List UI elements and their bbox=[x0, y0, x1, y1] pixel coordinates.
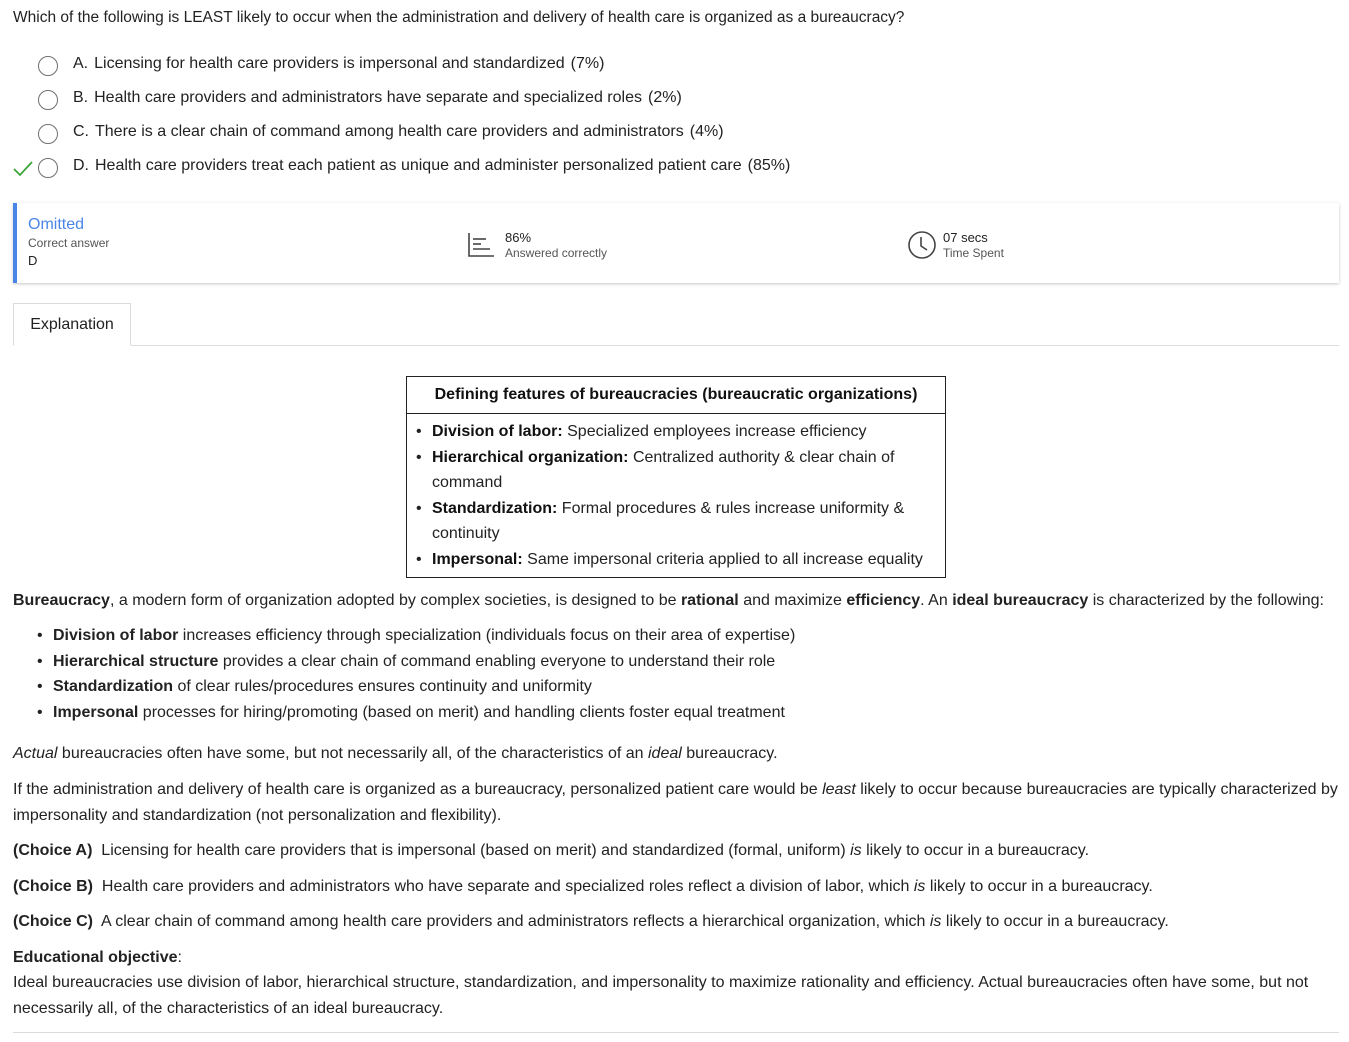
list-item: • Division of labor increases efficiency through specialization (individuals focus on their area of expertise) bbox=[53, 623, 795, 649]
correct-answer-label: Correct answer bbox=[28, 236, 110, 250]
radio-button[interactable] bbox=[38, 90, 58, 110]
educational-objective-heading: Educational objective: bbox=[13, 949, 182, 966]
features-table bbox=[406, 376, 946, 578]
tab-explanation[interactable]: Explanation bbox=[13, 303, 131, 346]
time-spent-value: 07 secs bbox=[943, 230, 988, 245]
choice-text: A. Licensing for health care providers is impersonal and standardized (7%) bbox=[73, 55, 605, 72]
list-item: • Standardization: Formal procedures & rules increase uniformity & continuity bbox=[432, 496, 925, 547]
answer-choices bbox=[0, 50, 900, 186]
choice-b[interactable] bbox=[0, 84, 900, 118]
percent-correct-value: 86% bbox=[505, 230, 532, 245]
radio-button[interactable] bbox=[38, 56, 58, 76]
intro-paragraph: Bureaucracy, a modern form of organization adopted by complex societies, is designed to be rational and maximize efficiency. An ideal bureaucracy is characterized by the following: bbox=[13, 592, 1324, 609]
choice-c[interactable] bbox=[0, 118, 900, 152]
radio-button[interactable] bbox=[38, 158, 58, 178]
actual-bureaucracy-paragraph: Actual bureaucracies often have some, but not necessarily all, of the characteristics of an ideal bureaucracy. bbox=[13, 745, 778, 762]
divider bbox=[13, 1032, 1339, 1033]
tab-bar bbox=[13, 303, 1339, 346]
time-spent-label: Time Spent bbox=[943, 246, 1004, 260]
choice-c-explanation: (Choice C) A clear chain of command among health care providers and administrators reflects a hierarchical organization, which is likely to occur in a bureaucracy. bbox=[13, 913, 1169, 930]
educational-objective-text: Ideal bureaucracies use division of labor, hierarchical structure, standardization, and impersonality to maximize rationality and efficiency. Actual bureaucracies often have some, but not necessarily all, of the characteristics of an ideal bureaucracy. bbox=[13, 974, 1309, 1017]
correct-answer-value: D bbox=[28, 253, 38, 268]
radio-button[interactable] bbox=[38, 124, 58, 144]
choice-b-explanation: (Choice B) Health care providers and administrators who have separate and specialized roles reflect a division of labor, which is likely to occur in a bureaucracy. bbox=[13, 878, 1153, 895]
choice-a-explanation: (Choice A) Licensing for health care providers that is impersonal (based on merit) and standardized (formal, uniform) is likely to occur in a bureaucracy. bbox=[13, 842, 1090, 859]
choice-text: C. There is a clear chain of command among health care providers and administrators (4%) bbox=[73, 123, 724, 140]
list-item: • Impersonal processes for hiring/promoting (based on merit) and handling clients foster equal treatment bbox=[53, 700, 795, 726]
status-label: Omitted bbox=[28, 216, 85, 233]
percent-correct-label: Answered correctly bbox=[505, 246, 608, 260]
choice-a[interactable] bbox=[0, 50, 900, 84]
checkmark-icon bbox=[12, 160, 34, 178]
clock-icon bbox=[907, 230, 937, 260]
list-item: • Standardization of clear rules/procedures ensures continuity and uniformity bbox=[53, 674, 795, 700]
characteristics-list bbox=[53, 623, 795, 726]
features-list bbox=[407, 414, 945, 573]
question-stem: Which of the following is LEAST likely to occur when the administration and delivery of health care is organized as a bureaucracy? bbox=[13, 9, 905, 26]
list-item: • Impersonal: Same impersonal criteria applied to all increase equality bbox=[432, 547, 925, 573]
list-item: • Division of labor: Specialized employees increase efficiency bbox=[432, 419, 925, 445]
choice-text: B. Health care providers and administrators have separate and specialized roles (2%) bbox=[73, 89, 682, 106]
list-item: • Hierarchical organization: Centralized authority & clear chain of command bbox=[432, 445, 925, 496]
features-table-title: Defining features of bureaucracies (bureaucratic organizations) bbox=[407, 377, 945, 414]
choice-d[interactable] bbox=[0, 152, 900, 186]
list-item: • Hierarchical structure provides a clear chain of command enabling everyone to understand their role bbox=[53, 649, 795, 675]
choice-text: D. Health care providers treat each patient as unique and administer personalized patient care (85%) bbox=[73, 157, 791, 174]
answer-rationale-paragraph: If the administration and delivery of health care is organized as a bureaucracy, personalized patient care would be least likely to occur because bureaucracies are typically characterized by impersonality and standardization (not personalization and flexibility). bbox=[13, 781, 1338, 824]
bar-chart-icon bbox=[466, 231, 496, 259]
answer-stats-panel bbox=[13, 203, 1339, 283]
